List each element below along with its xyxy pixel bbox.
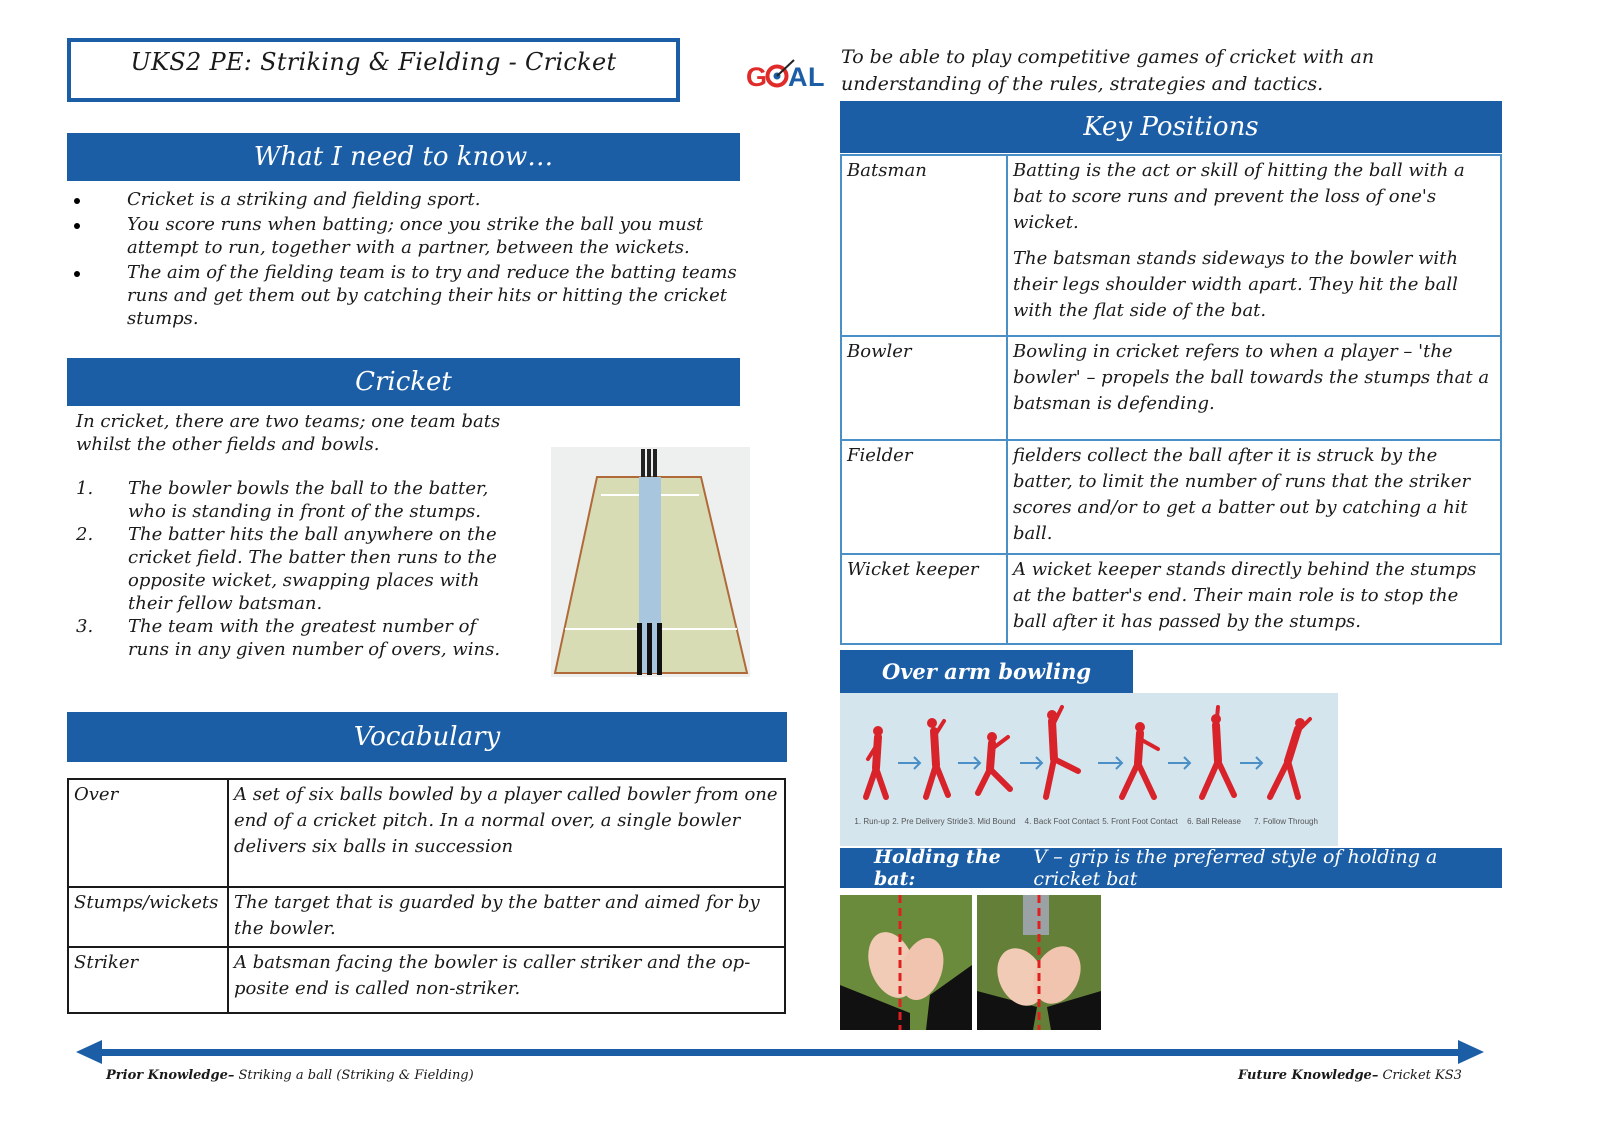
svg-text:G: G — [746, 62, 768, 92]
step-text: The team with the greatest number of runs in any given number of overs, wins. — [128, 616, 501, 660]
step-item — [76, 523, 516, 615]
position-description — [1007, 155, 1501, 336]
table-row — [68, 779, 785, 887]
need-to-know-heading: What I need to know… — [67, 133, 740, 181]
position-term: Batsman — [841, 155, 1007, 336]
position-paragraph: A wicket keeper stands directly behind the stumps at the batter's end. Their main role is to stop the ball after it has passed by the stumps. — [1013, 559, 1477, 632]
cricket-steps — [76, 477, 516, 661]
stage-label: 2. Pre Delivery Stride — [892, 817, 968, 826]
page-title: UKS2 PE: Striking & Fielding - Cricket — [130, 48, 617, 76]
cricket-pitch-illustration — [551, 447, 750, 677]
step-item — [76, 477, 516, 523]
table-row — [841, 155, 1501, 336]
goal-logo — [746, 56, 828, 92]
list-item-text: You score runs when batting; once you strike the ball you must attempt to run, together with a partner, between the wickets. — [127, 214, 704, 258]
table-row — [841, 440, 1501, 554]
grip-photo-2 — [977, 895, 1101, 1030]
position-term: Bowler — [841, 336, 1007, 440]
table-row — [68, 947, 785, 1013]
cricket-heading: Cricket — [67, 358, 740, 406]
prior-knowledge — [106, 1068, 474, 1083]
position-paragraph: fielders collect the ball after it is struck by the batter, to limit the number of runs that the striker scores and/or to get a batter out by catching a hit ball. — [1013, 445, 1471, 544]
stage-label: 5. Front Foot Contact — [1102, 817, 1178, 826]
position-term: Fielder — [841, 440, 1007, 554]
position-description — [1007, 336, 1501, 440]
future-knowledge — [1238, 1068, 1462, 1083]
list-item-text: The aim of the fielding team is to try and reduce the batting teams runs and get them out by catching their hits or hitting the cricket stumps. — [127, 262, 737, 329]
bowling-figures — [840, 693, 1338, 846]
table-row — [841, 554, 1501, 644]
bullet-icon — [74, 223, 80, 229]
bowling-sequence-image — [840, 693, 1338, 846]
position-description — [1007, 440, 1501, 554]
vocabulary-table — [67, 778, 786, 1014]
position-paragraph: Bowling in cricket refers to when a player – 'the bowler' – propels the ball towards the stumps that a batsman is defending. — [1013, 341, 1490, 414]
knowledge-timeline-arrow — [100, 1049, 1458, 1056]
position-paragraph: Batting is the act or skill of hitting the ball with a bat to score runs and prevent the loss of one's wicket. — [1013, 160, 1465, 233]
title-box — [67, 38, 680, 102]
step-text: The bowler bowls the ball to the batter, who is standing in front of the stumps. — [128, 478, 489, 522]
vocab-definition: A batsman facing the bowler is caller striker and the op-posite end is called non-striker. — [228, 947, 785, 1013]
vocab-term: Striker — [68, 947, 228, 1013]
over-arm-heading: Over arm bowling — [840, 650, 1133, 693]
stage-label: 4. Back Foot Contact — [1024, 817, 1100, 826]
holding-bat-band — [840, 848, 1502, 888]
holding-bat-text: V – grip is the preferred style of holding a cricket bat — [1033, 846, 1438, 890]
goal-statement: To be able to play competitive games of cricket with an understanding of the rules, strategies and tactics. — [841, 46, 1375, 95]
list-item — [74, 188, 742, 211]
step-number: 1. — [76, 478, 94, 499]
step-number: 3. — [76, 616, 94, 637]
stage-label: 7. Follow Through — [1254, 817, 1318, 826]
stage-label: 6. Ball Release — [1187, 817, 1241, 826]
stage-label: 1. Run-up — [854, 817, 890, 826]
step-number: 2. — [76, 524, 94, 545]
bullet-icon — [74, 271, 80, 277]
key-positions-table — [840, 154, 1502, 645]
list-item — [74, 261, 742, 330]
list-item — [74, 213, 742, 259]
future-knowledge-text: Cricket KS3 — [1378, 1068, 1462, 1083]
step-text: The batter hits the ball anywhere on the cricket field. The batter then runs to the opposite wicket, swapping places with their fellow batsman. — [128, 524, 497, 614]
vocab-definition: A set of six balls bowled by a player called bowler from one end of a cricket pitch. In a normal over, a single bowler delivers six balls in succession — [228, 779, 785, 887]
table-row — [841, 336, 1501, 440]
holding-bat-label: Holding the bat: — [874, 846, 1001, 890]
position-paragraph: The batsman stands sideways to the bowler with their legs shoulder width apart. They hit the ball with the flat side of the bat. — [1013, 248, 1459, 321]
prior-knowledge-text: Striking a ball (Striking & Fielding) — [234, 1068, 474, 1083]
prior-knowledge-label: Prior Knowledge– — [106, 1068, 235, 1083]
list-item-text: Cricket is a striking and fielding sport. — [127, 189, 481, 210]
sequence-arrows — [898, 757, 1262, 769]
stage-label: 3. Mid Bound — [968, 817, 1016, 826]
vocabulary-heading: Vocabulary — [67, 712, 787, 762]
future-knowledge-label: Future Knowledge– — [1238, 1068, 1379, 1083]
vocab-term: Stumps/wickets — [68, 887, 228, 947]
step-item — [76, 615, 516, 661]
table-row — [68, 887, 785, 947]
key-positions-heading: Key Positions — [840, 101, 1502, 153]
need-to-know-list — [74, 188, 742, 332]
position-description — [1007, 554, 1501, 644]
vocab-definition: The target that is guarded by the batter and aimed for by the bowler. — [228, 887, 785, 947]
svg-text:L: L — [808, 62, 825, 92]
cricket-intro: In cricket, there are two teams; one team bats whilst the other fields and bowls. — [76, 411, 501, 455]
bullet-icon — [74, 198, 80, 204]
position-term: Wicket keeper — [841, 554, 1007, 644]
grip-photo-1 — [840, 895, 972, 1030]
arrow-right-icon — [1458, 1040, 1484, 1064]
arrow-left-icon — [76, 1040, 102, 1064]
svg-text:A: A — [788, 62, 808, 92]
vocab-term: Over — [68, 779, 228, 887]
